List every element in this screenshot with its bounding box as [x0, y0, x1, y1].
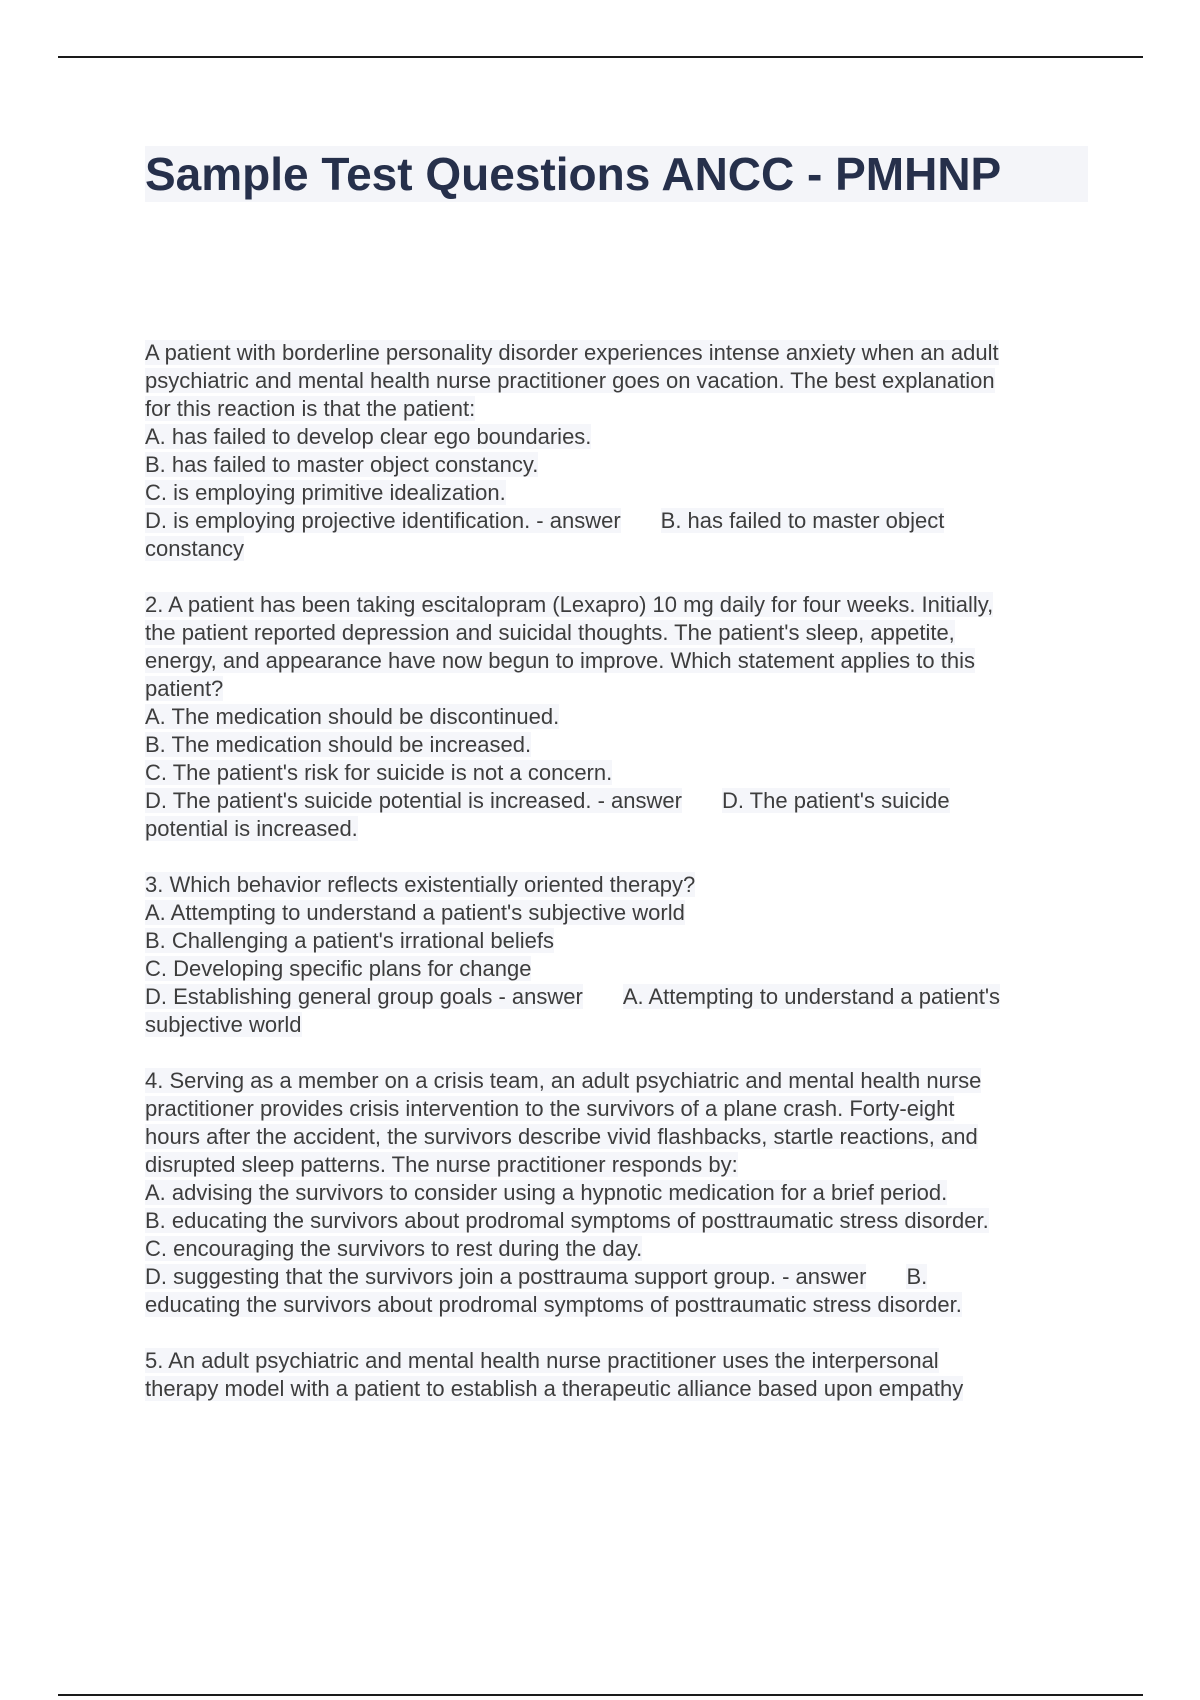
- answer-text-continued: constancy: [145, 536, 245, 561]
- question-line: 5. An adult psychiatric and mental health nurse practitioner uses the interpersonal: [145, 1348, 939, 1373]
- question-2: [145, 591, 1105, 843]
- question-line: practitioner provides crisis intervention to the survivors of a plane crash. Forty-eight: [145, 1096, 955, 1121]
- bottom-rule: [58, 1694, 1143, 1696]
- question-list: [145, 339, 1105, 1431]
- question-5: [145, 1347, 1105, 1403]
- answer-text: D. The patient's suicide: [721, 788, 950, 813]
- option-d-with-answer-label: D. The patient's suicide potential is increased. - answer: [145, 788, 682, 813]
- option-b: B. has failed to master object constancy.: [145, 452, 539, 477]
- option-b: B. The medication should be increased.: [145, 732, 532, 757]
- question-line: the patient reported depression and suicidal thoughts. The patient's sleep, appetite,: [145, 620, 955, 645]
- option-a: A. has failed to develop clear ego boundaries.: [145, 424, 592, 449]
- question-line: 2. A patient has been taking escitalopram (Lexapro) 10 mg daily for four weeks. Initially,: [145, 592, 994, 617]
- option-a: A. Attempting to understand a patient's subjective world: [145, 900, 685, 925]
- answer-text-continued: potential is increased.: [145, 816, 358, 841]
- option-c: C. The patient's risk for suicide is not a concern.: [145, 760, 613, 785]
- option-c: C. Developing specific plans for change: [145, 956, 532, 981]
- question-line: patient?: [145, 676, 224, 701]
- question-line: therapy model with a patient to establish a therapeutic alliance based upon empathy: [145, 1376, 964, 1401]
- option-b: B. Challenging a patient's irrational beliefs: [145, 928, 554, 953]
- answer-text-continued: educating the survivors about prodromal symptoms of posttraumatic stress disorder.: [145, 1292, 962, 1317]
- question-line: 4. Serving as a member on a crisis team, an adult psychiatric and mental health nurse: [145, 1068, 982, 1093]
- answer-text: B.: [906, 1264, 928, 1289]
- question-line: disrupted sleep patterns. The nurse practitioner responds by:: [145, 1152, 738, 1177]
- question-line: 3. Which behavior reflects existentially oriented therapy?: [145, 872, 696, 897]
- question-4: [145, 1067, 1105, 1319]
- option-c: C. encouraging the survivors to rest during the day.: [145, 1236, 643, 1261]
- question-3: [145, 871, 1105, 1039]
- option-d-with-answer-label: D. Establishing general group goals - answer: [145, 984, 583, 1009]
- option-c: C. is employing primitive idealization.: [145, 480, 506, 505]
- option-a: A. advising the survivors to consider using a hypnotic medication for a brief period.: [145, 1180, 948, 1205]
- answer-text: B. has failed to master object: [660, 508, 945, 533]
- option-d-with-answer-label: D. is employing projective identification. - answer: [145, 508, 621, 533]
- question-line: hours after the accident, the survivors describe vivid flashbacks, startle reactions, and: [145, 1124, 978, 1149]
- option-b: B. educating the survivors about prodromal symptoms of posttraumatic stress disorder.: [145, 1208, 989, 1233]
- question-line: for this reaction is that the patient:: [145, 396, 476, 421]
- answer-text: A. Attempting to understand a patient's: [622, 984, 1001, 1009]
- question-line: energy, and appearance have now begun to improve. Which statement applies to this: [145, 648, 975, 673]
- question-1: [145, 339, 1105, 563]
- page-title: Sample Test Questions ANCC - PMHNP: [145, 146, 1088, 202]
- option-d-with-answer-label: D. suggesting that the survivors join a posttrauma support group. - answer: [145, 1264, 867, 1289]
- option-a: A. The medication should be discontinued.: [145, 704, 560, 729]
- question-line: psychiatric and mental health nurse practitioner goes on vacation. The best explanation: [145, 368, 995, 393]
- top-rule: [58, 56, 1143, 58]
- answer-text-continued: subjective world: [145, 1012, 302, 1037]
- question-line: A patient with borderline personality disorder experiences intense anxiety when an adult: [145, 340, 999, 365]
